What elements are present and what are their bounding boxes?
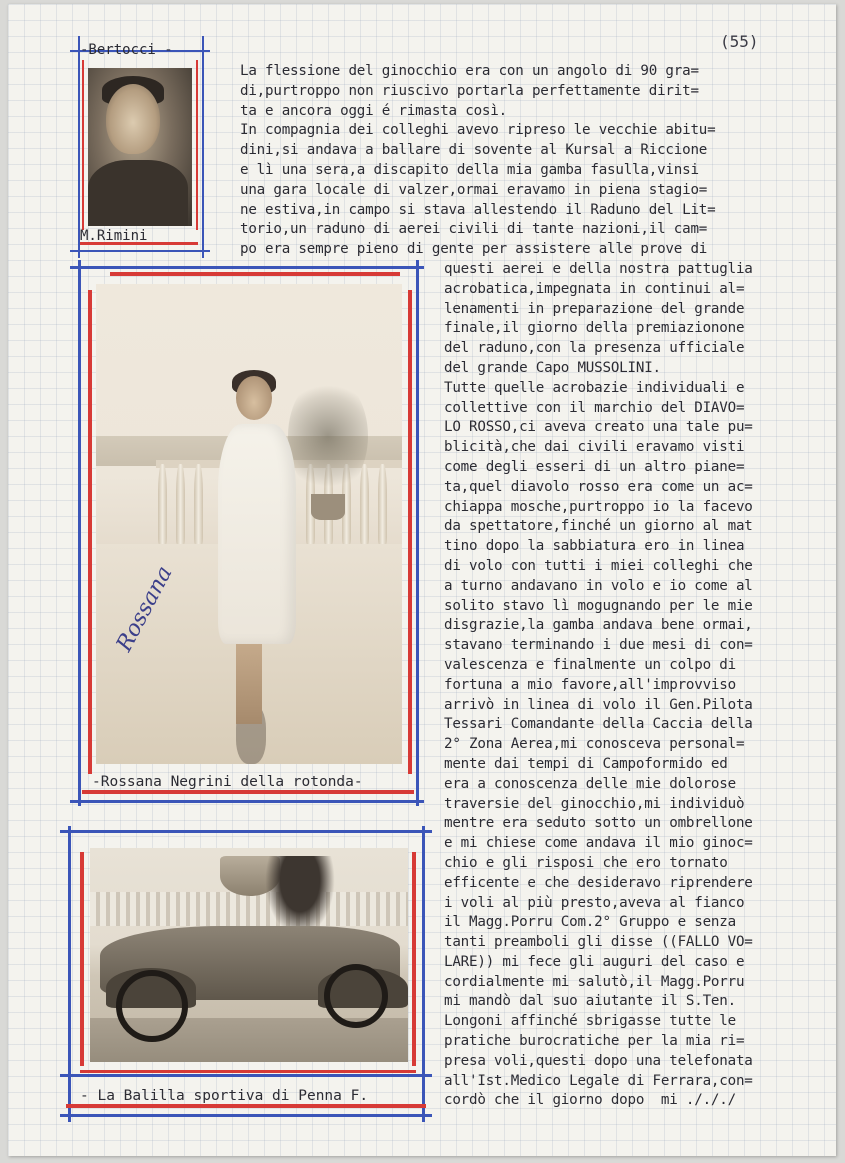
text-line: LARE)) mi fece gli auguri del caso e (444, 953, 745, 970)
text-line: presa voli,questi dopo una telefonata (444, 1052, 753, 1069)
car-frame (60, 826, 432, 1122)
text-line: In compagnia dei colleghi avevo ripreso le vecchie abitu= (240, 122, 716, 139)
text-line: valescenza e finalmente un colpo di (444, 656, 736, 673)
text-line: cordialmente mi salutò,il Magg.Porru (444, 973, 745, 990)
text-line: La flessione del ginocchio era con un angolo di 90 gra= (240, 63, 699, 79)
text-line: di volo con tutti i miei colleghi che (444, 557, 753, 574)
text-line: cordò che il giorno dopo mi ./././ (444, 1092, 736, 1109)
text-line: disgrazie,la gamba andava bene ormai, (444, 617, 753, 634)
album-page (8, 4, 836, 1156)
text-line: lenamenti in preparazione del grande (444, 300, 745, 317)
text-line: dini,si andava a ballare di sovente al Kursal a Riccione (240, 142, 708, 159)
text-line: LO ROSSO,ci aveva creato una tale pu= (444, 419, 753, 436)
text-line: chiappa mosche,purtroppo io la facevo (444, 498, 753, 515)
typed-text-top (240, 62, 715, 260)
text-line: come degli esseri di un altro piane= (444, 458, 745, 475)
text-line: po era sempre pieno di gente per assistere alle prove di (240, 241, 708, 258)
text-line: Tutte quelle acrobazie individuali e (444, 379, 745, 396)
text-line: ne estiva,in campo si stava allestendo il Raduno del Lit= (240, 201, 716, 218)
text-line: pratiche burocratiche per la mia ri= (444, 1033, 745, 1050)
portrait-caption-top: -Bertocci - (80, 42, 173, 58)
text-line: da spettatore,finché un giorno al mat (444, 518, 753, 535)
text-line: una gara locale di valzer,ormai eravamo in piena stagio= (240, 181, 708, 198)
text-line: tanti preamboli gli disse ((FALLO VO= (444, 934, 753, 951)
text-line: ta e ancora oggi é rimasta così. (240, 102, 507, 119)
text-line: ta,quel diavolo rosso era come un ac= (444, 478, 753, 495)
text-line: i voli al più presto,aveva al fianco (444, 894, 745, 911)
signature: Rossana (112, 562, 178, 656)
text-line: traversie del ginocchio,mi individuò (444, 795, 745, 812)
text-line: il Magg.Porru Com.2° Gruppo e senza (444, 914, 736, 931)
portrait-photo (88, 68, 192, 226)
text-line: e lì una sera,a discapito della mia gamba fasulla,vinsi (240, 161, 699, 178)
text-line: mentre era seduto sotto un ombrellone (444, 815, 753, 832)
text-line: chio e gli risposi che ero tornato (444, 854, 728, 871)
text-line: 2° Zona Aerea,mi conosceva personal= (444, 736, 745, 753)
text-line: blicità,che dai civili eravamo visti (444, 439, 745, 456)
text-line: efficente e che desideravo riprendere (444, 874, 753, 891)
text-line: e mi chiese come andava il mio ginoc= (444, 835, 753, 852)
text-line: del raduno,con la presenza ufficiale (444, 340, 745, 357)
text-line: torio,un raduno di aerei civili di tante nazioni,il cam= (240, 221, 708, 238)
text-line: era a conoscenza delle mie dolorose (444, 775, 736, 792)
text-line: stavano terminando i due mesi di con= (444, 637, 753, 654)
text-line: fortuna a mio favore,all'improvviso (444, 676, 736, 693)
portrait-frame (66, 36, 216, 258)
text-line: collettive con il marchio del DIAVO= (444, 399, 745, 416)
rossana-frame (70, 260, 424, 806)
page-number: (55) (720, 32, 759, 51)
text-line: questi aerei e della nostra pattuglia (444, 261, 753, 277)
text-line: arrivò in linea di volo il Gen.Pilota (444, 696, 753, 713)
text-line: a turno andavano in volo e io come al (444, 577, 753, 594)
typed-text-column (444, 260, 753, 1111)
text-line: all'Ist.Medico Legale di Ferrara,con= (444, 1072, 753, 1089)
text-line: acrobatica,impegnata in continui al= (444, 280, 745, 297)
car-caption: - La Balilla sportiva di Penna F. (80, 1088, 369, 1104)
car-photo (90, 848, 408, 1062)
text-line: di,purtroppo non riuscivo portarla perfettamente dirit= (240, 82, 699, 99)
portrait-caption-bottom: M.Rimini (80, 228, 148, 244)
text-line: mi mandò dal suo aiutante il S.Ten. (444, 993, 736, 1010)
text-line: solito stavo lì mogugnando per le mie (444, 597, 753, 614)
text-line: tino dopo la sabbiatura ero in linea (444, 538, 745, 555)
text-line: Tessari Comandante della Caccia della (444, 716, 753, 733)
rossana-caption: -Rossana Negrini della rotonda- (92, 774, 363, 790)
text-line: del grande Capo MUSSOLINI. (444, 359, 661, 376)
text-line: Longoni affinché sbrigasse tutte le (444, 1013, 736, 1030)
rossana-photo (96, 284, 402, 764)
text-line: mente dai tempi di Campoformido ed (444, 755, 728, 772)
text-line: finale,il giorno della premiazionone (444, 320, 745, 337)
